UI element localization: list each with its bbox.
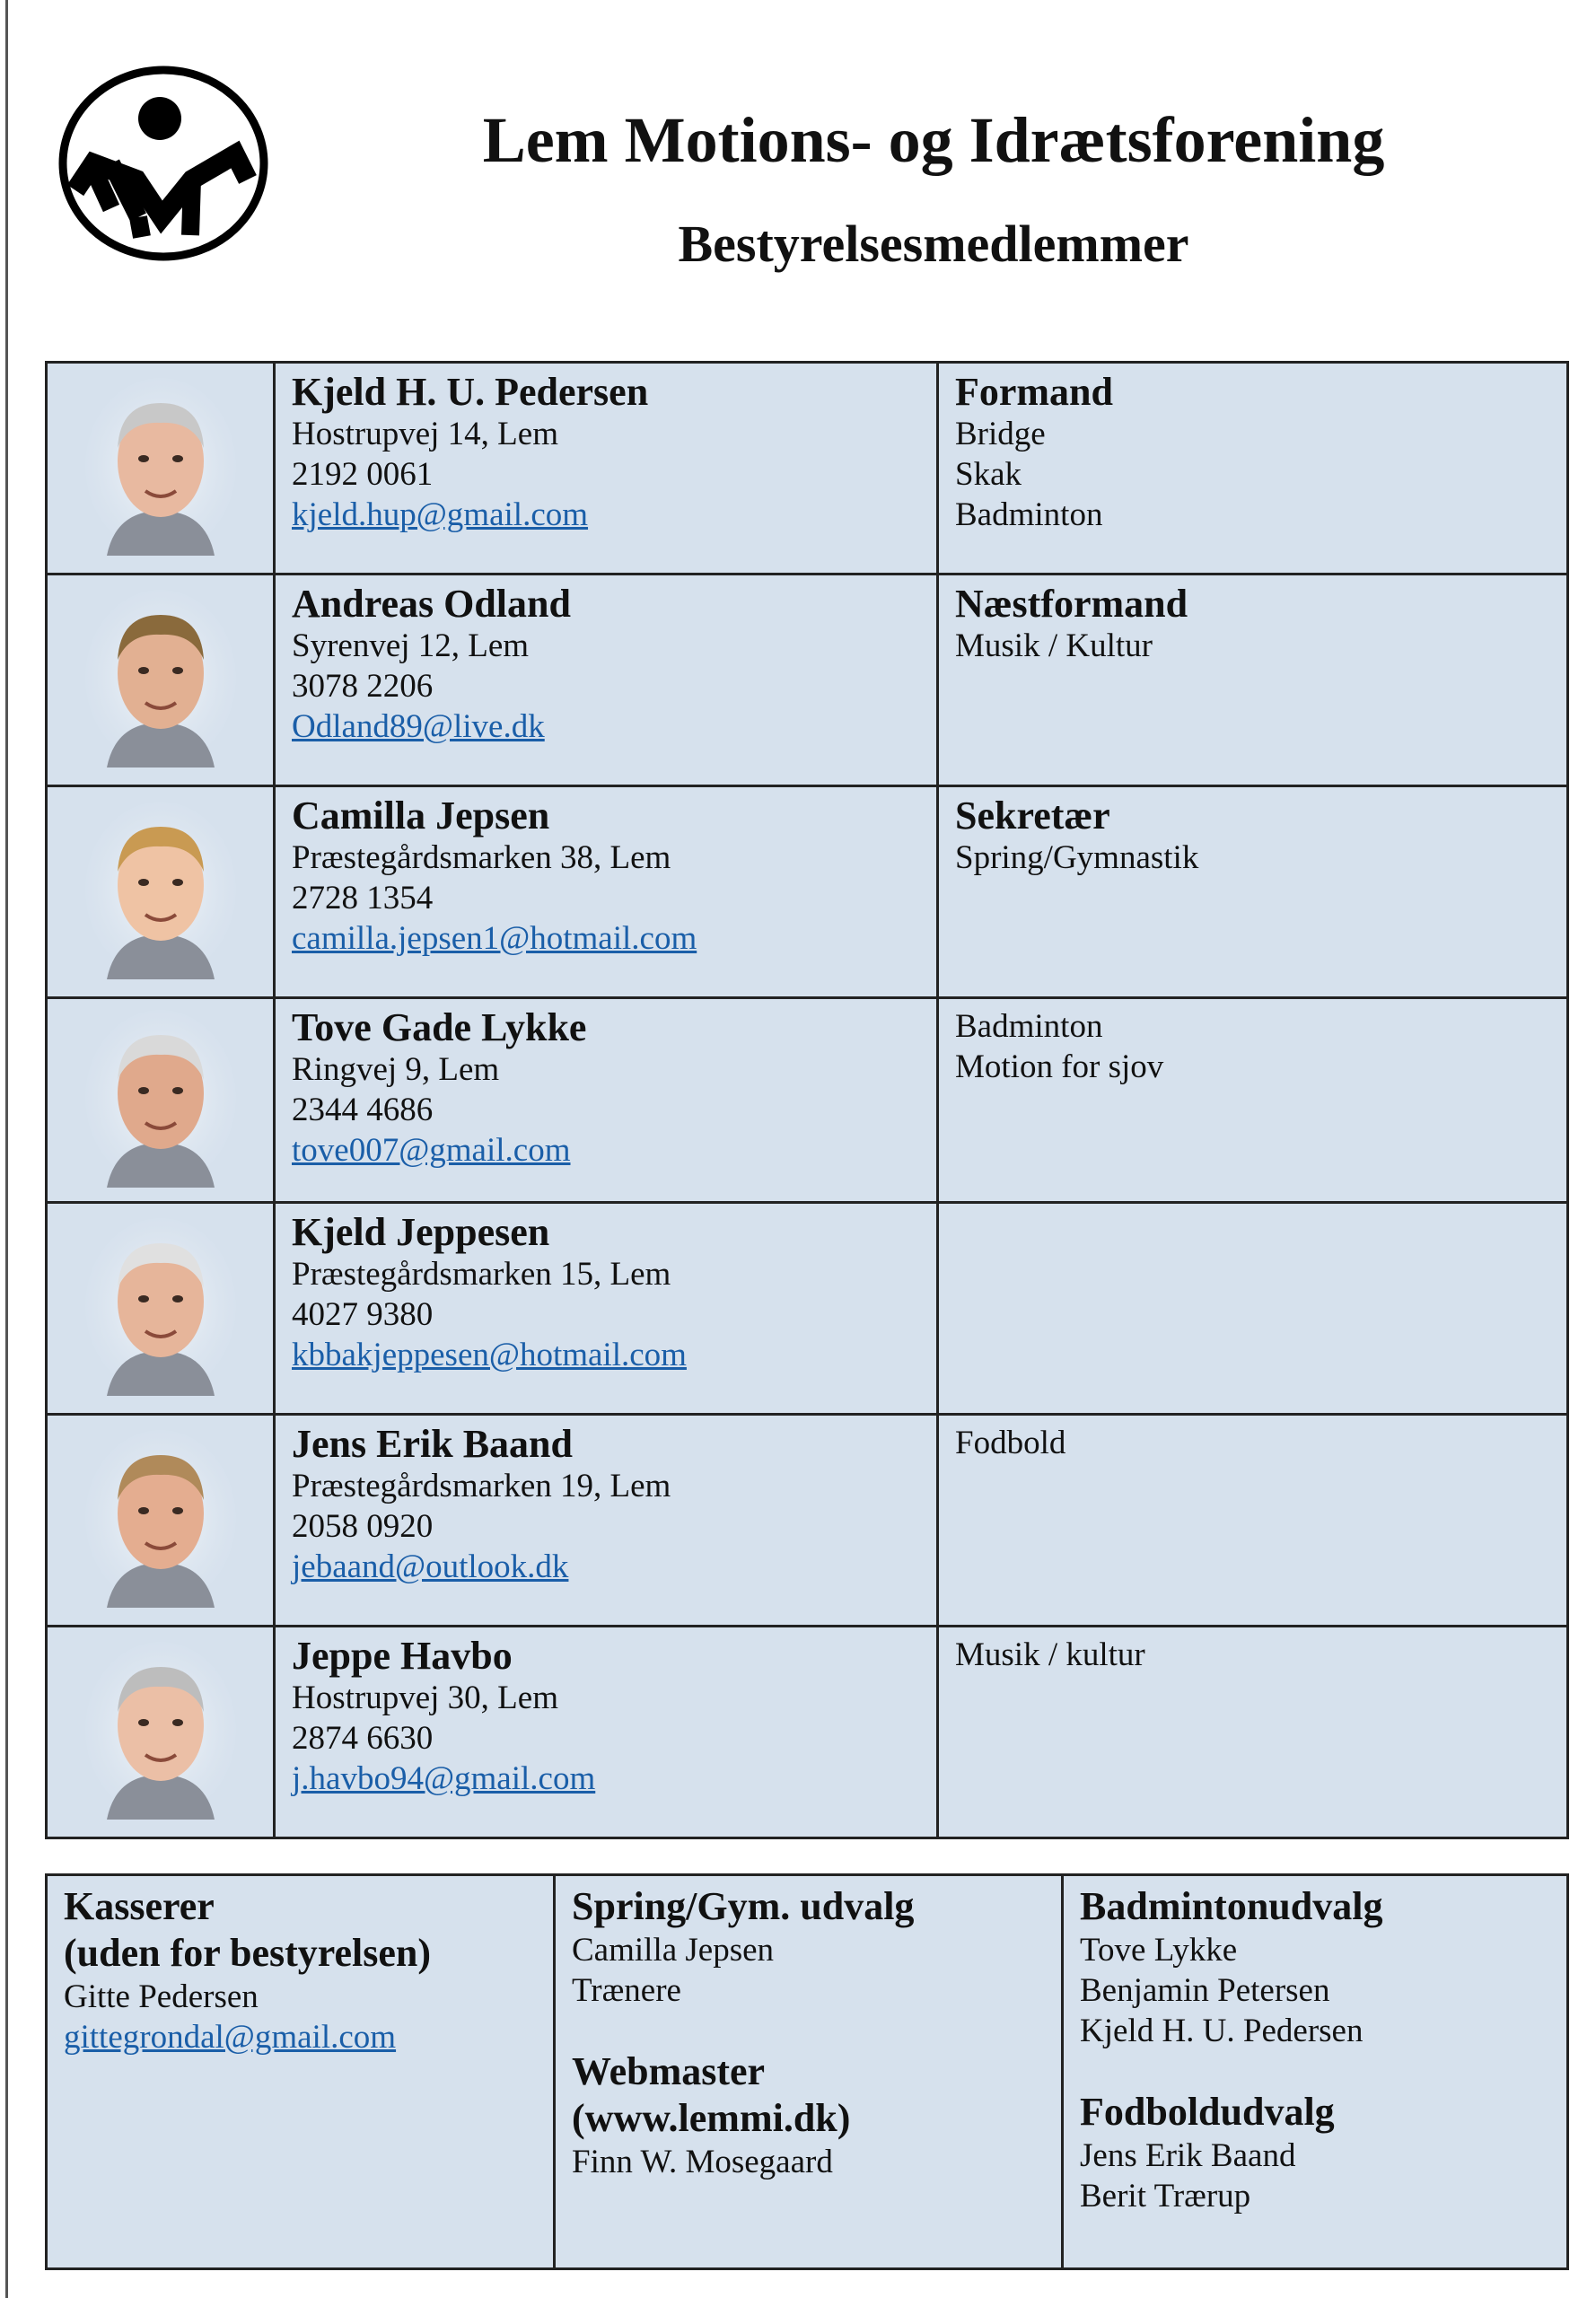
member-name: Jens Erik Baand — [292, 1422, 573, 1466]
page-title: Lem Motions- og Idrætsforening — [482, 104, 1385, 176]
webmaster-name: Finn W. Mosegaard — [572, 2144, 833, 2180]
member-row — [47, 1203, 1568, 1415]
member-name: Andreas Odland — [292, 582, 571, 626]
webmaster-heading: Webmaster — [572, 2049, 766, 2093]
member-role-cell — [938, 998, 1568, 1203]
kasserer-subheading: (uden for bestyrelsen) — [64, 1931, 432, 1975]
member-phone: 4027 9380 — [292, 1296, 434, 1333]
member-address: Hostrupvej 30, Lem — [292, 1680, 558, 1716]
member-role-cell — [938, 786, 1568, 998]
member-name: Tove Gade Lykke — [292, 1005, 587, 1049]
member-info-cell — [275, 574, 938, 786]
member-phone: 2344 4686 — [292, 1092, 434, 1128]
member-photo — [84, 1216, 237, 1396]
member-info-cell — [275, 363, 938, 574]
member-row — [47, 363, 1568, 574]
member-address: Præstegårdsmarken 15, Lem — [292, 1256, 671, 1293]
member-photo — [84, 588, 237, 767]
member-phone: 2728 1354 — [292, 880, 434, 917]
member-email-link[interactable]: jebaand@outlook.dk — [292, 1548, 569, 1585]
member-address: Præstegårdsmarken 38, Lem — [292, 839, 671, 876]
member-phone: 2058 0920 — [292, 1508, 434, 1545]
member-phone: 3078 2206 — [292, 668, 434, 705]
member-role-cell — [938, 1415, 1568, 1627]
member-area: Fodbold — [955, 1425, 1066, 1461]
kasserer-cell — [47, 1875, 555, 2269]
member-role-cell — [938, 574, 1568, 786]
member-photo-cell — [47, 574, 275, 786]
member-area: Badminton — [955, 1008, 1103, 1045]
fodbold-committee-member: Jens Erik Baand — [1080, 2137, 1296, 2174]
member-address: Hostrupvej 14, Lem — [292, 416, 558, 452]
member-address: Præstegårdsmarken 19, Lem — [292, 1468, 671, 1504]
member-area: Badminton — [955, 496, 1103, 533]
member-photo-cell — [47, 1415, 275, 1627]
committees-table — [45, 1873, 1569, 2270]
member-row — [47, 786, 1568, 998]
kasserer-heading: Kasserer — [64, 1884, 215, 1928]
member-photo — [84, 1428, 237, 1608]
page-edge-line — [5, 0, 8, 2298]
spring-webmaster-cell — [555, 1875, 1063, 2269]
member-name: Kjeld Jeppesen — [292, 1210, 550, 1254]
committees-row — [47, 1875, 1568, 2269]
member-role: Sekretær — [955, 794, 1110, 838]
spring-committee-member: Trænere — [572, 1972, 681, 2009]
member-photo-cell — [47, 786, 275, 998]
member-name: Jeppe Havbo — [292, 1634, 513, 1678]
member-name: Kjeld H. U. Pedersen — [292, 370, 649, 414]
webmaster-site: (www.lemmi.dk) — [572, 2096, 851, 2140]
kasserer-name: Gitte Pedersen — [64, 1978, 259, 2015]
member-email-link[interactable]: camilla.jepsen1@hotmail.com — [292, 920, 697, 957]
member-area: Bridge — [955, 416, 1046, 452]
member-row — [47, 574, 1568, 786]
member-role: Næstformand — [955, 582, 1188, 626]
member-address: Syrenvej 12, Lem — [292, 627, 530, 664]
member-row — [47, 998, 1568, 1203]
member-role-cell — [938, 1203, 1568, 1415]
kasserer-email-link[interactable]: gittegrondal@gmail.com — [64, 2019, 397, 2056]
member-name: Camilla Jepsen — [292, 794, 550, 838]
member-email-link[interactable]: Odland89@live.dk — [292, 708, 545, 745]
member-row — [47, 1627, 1568, 1838]
member-photo — [84, 1008, 237, 1188]
member-role-cell — [938, 1627, 1568, 1838]
member-role: Formand — [955, 370, 1113, 414]
member-photo-cell — [47, 1627, 275, 1838]
member-info-cell — [275, 786, 938, 998]
member-area: Musik / kultur — [955, 1636, 1145, 1673]
club-logo — [56, 65, 271, 262]
badminton-committee-heading: Badmintonudvalg — [1080, 1884, 1383, 1928]
member-photo — [84, 800, 237, 979]
fodbold-committee-member: Berit Trærup — [1080, 2178, 1251, 2215]
spring-committee-member: Camilla Jepsen — [572, 1932, 775, 1969]
member-info-cell — [275, 1627, 938, 1838]
page-subtitle: Bestyrelsesmedlemmer — [678, 215, 1189, 273]
badminton-fodbold-cell — [1063, 1875, 1568, 2269]
member-info-cell — [275, 1203, 938, 1415]
member-phone: 2874 6630 — [292, 1720, 434, 1757]
member-role-cell — [938, 363, 1568, 574]
spring-committee-heading: Spring/Gym. udvalg — [572, 1884, 915, 1928]
badminton-committee-member: Tove Lykke — [1080, 1932, 1238, 1969]
member-info-cell — [275, 1415, 938, 1627]
member-email-link[interactable]: tove007@gmail.com — [292, 1132, 571, 1169]
member-area: Musik / Kultur — [955, 627, 1153, 664]
member-photo-cell — [47, 998, 275, 1203]
member-email-link[interactable]: j.havbo94@gmail.com — [292, 1760, 596, 1797]
member-phone: 2192 0061 — [292, 456, 434, 493]
member-area: Skak — [955, 456, 1022, 493]
badminton-committee-member: Benjamin Petersen — [1080, 1972, 1330, 2009]
member-area: Motion for sjov — [955, 1048, 1164, 1085]
member-email-link[interactable]: kbbakjeppesen@hotmail.com — [292, 1337, 687, 1373]
member-photo-cell — [47, 1203, 275, 1415]
member-photo — [84, 1640, 237, 1820]
member-email-link[interactable]: kjeld.hup@gmail.com — [292, 496, 589, 533]
member-address: Ringvej 9, Lem — [292, 1051, 500, 1088]
member-photo-cell — [47, 363, 275, 574]
member-photo — [84, 376, 237, 556]
member-row — [47, 1415, 1568, 1627]
member-info-cell — [275, 998, 938, 1203]
board-members-table — [45, 361, 1569, 1839]
badminton-committee-member: Kjeld H. U. Pedersen — [1080, 2013, 1364, 2049]
member-area: Spring/Gymnastik — [955, 839, 1199, 876]
fodbold-committee-heading: Fodboldudvalg — [1080, 2090, 1335, 2134]
